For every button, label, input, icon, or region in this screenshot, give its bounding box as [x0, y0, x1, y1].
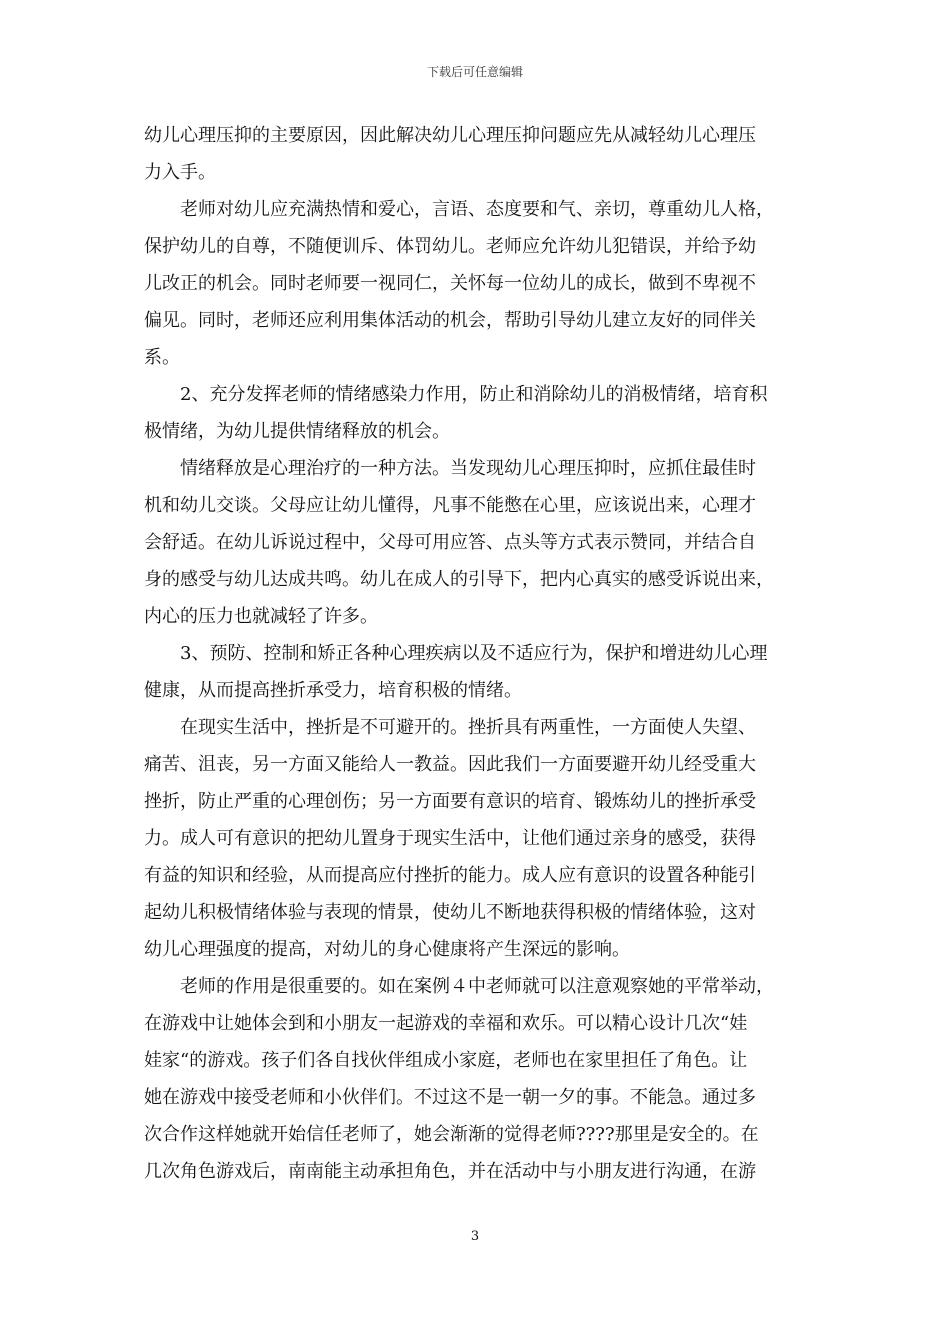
- text-line: 在现实生活中，挫折是不可避开的。挫折具有两重性，一方面使人失望、: [144, 717, 756, 738]
- page-header: 下载后可任意编辑: [426, 65, 523, 79]
- text-line: 几次角色游戏后，南南能主动承担角色，并在活动中与小朋友进行沟通，在游: [144, 1161, 756, 1182]
- text-line: 健康，从而提高挫折承受力，培育积极的情绪。: [144, 680, 522, 701]
- text-line: 老师对幼儿应充满热情和爱心，言语、态度要和气、亲切，尊重幼儿人格，: [144, 199, 774, 220]
- text-line: 老师的作用是很重要的。如在案例４中老师就可以注意观察她的平常举动，: [144, 976, 774, 997]
- text-line: 在游戏中让她体会到和小朋友一起游戏的幸福和欢乐。可以精心设计几次“娃: [144, 1013, 748, 1034]
- paragraph: [144, 376, 810, 450]
- text-line: 会舒适。在幼儿诉说过程中，父母可用应答、点头等方式表示赞同，并结合自: [144, 532, 756, 553]
- text-line: 痛苦、沮丧，另一方面又能给人一教益。因此我们一方面要避开幼儿经受重大: [144, 754, 756, 775]
- text-line: 幼儿心理强度的提高，对幼儿的身心健康将产生深远的影响。: [144, 939, 630, 960]
- paragraph: [144, 117, 810, 191]
- text-line: 2、充分发挥老师的情绪感染力作用，防止和消除幼儿的消极情绪，培育积: [144, 384, 768, 405]
- text-line: 挫折，防止严重的心理创伤；另一方面要有意识的培育、锻炼幼儿的挫折承受: [144, 791, 756, 812]
- paragraph: [144, 191, 810, 376]
- text-line: 娃家“的游戏。孩子们各自找伙伴组成小家庭，老师也在家里担任了角色。让: [144, 1050, 748, 1071]
- text-line: 身的感受与幼儿达成共鸣。幼儿在成人的引导下，把内心真实的感受诉说出来，: [144, 569, 774, 590]
- page-number: 3: [470, 1229, 480, 1244]
- text-line: 内心的压力也就减轻了许多。: [144, 606, 378, 627]
- paragraph: [144, 450, 810, 635]
- text-line: 极情绪，为幼儿提供情绪释放的机会。: [144, 421, 450, 442]
- text-line: 起幼儿积极情绪体验与表现的情景，使幼儿不断地获得积极的情绪体验，这对: [144, 902, 756, 923]
- text-line: 次合作这样她就开始信任老师了，她会渐渐的觉得老师????那里是安全的。在: [144, 1124, 759, 1145]
- text-line: 3、预防、控制和矫正各种心理疾病以及不适应行为，保护和增进幼儿心理: [144, 643, 768, 664]
- paragraph: [144, 709, 810, 968]
- text-line: 保护幼儿的自尊，不随便训斥、体罚幼儿。老师应允许幼儿犯错误，并给予幼: [144, 236, 756, 257]
- text-line: 有益的知识和经验，从而提高应付挫折的能力。成人应有意识的设置各种能引: [144, 865, 756, 886]
- text-line: 机和幼儿交谈。父母应让幼儿懂得，凡事不能憋在心里，应该说出来，心理才: [144, 495, 756, 516]
- body-text: [144, 117, 810, 1190]
- text-line: 力入手。: [144, 162, 216, 183]
- text-line: 系。: [144, 347, 180, 368]
- text-line: 情绪释放是心理治疗的一种方法。当发现幼儿心理压抑时，应抓住最佳时: [144, 458, 756, 479]
- text-line: 力。成人可有意识的把幼儿置身于现实生活中，让他们通过亲身的感受，获得: [144, 828, 756, 849]
- text-line: 她在游戏中接受老师和小伙伴们。不过这不是一朝一夕的事。不能急。通过多: [144, 1087, 756, 1108]
- text-line: 幼儿心理压抑的主要原因，因此解决幼儿心理压抑问题应先从减轻幼儿心理压: [144, 125, 756, 146]
- paragraph: [144, 635, 810, 709]
- text-line: 儿改正的机会。同时老师要一视同仁，关怀每一位幼儿的成长，做到不卑视不: [144, 273, 756, 294]
- paragraph: [144, 968, 810, 1190]
- text-line: 偏见。同时，老师还应利用集体活动的机会，帮助引导幼儿建立友好的同伴关: [144, 310, 756, 331]
